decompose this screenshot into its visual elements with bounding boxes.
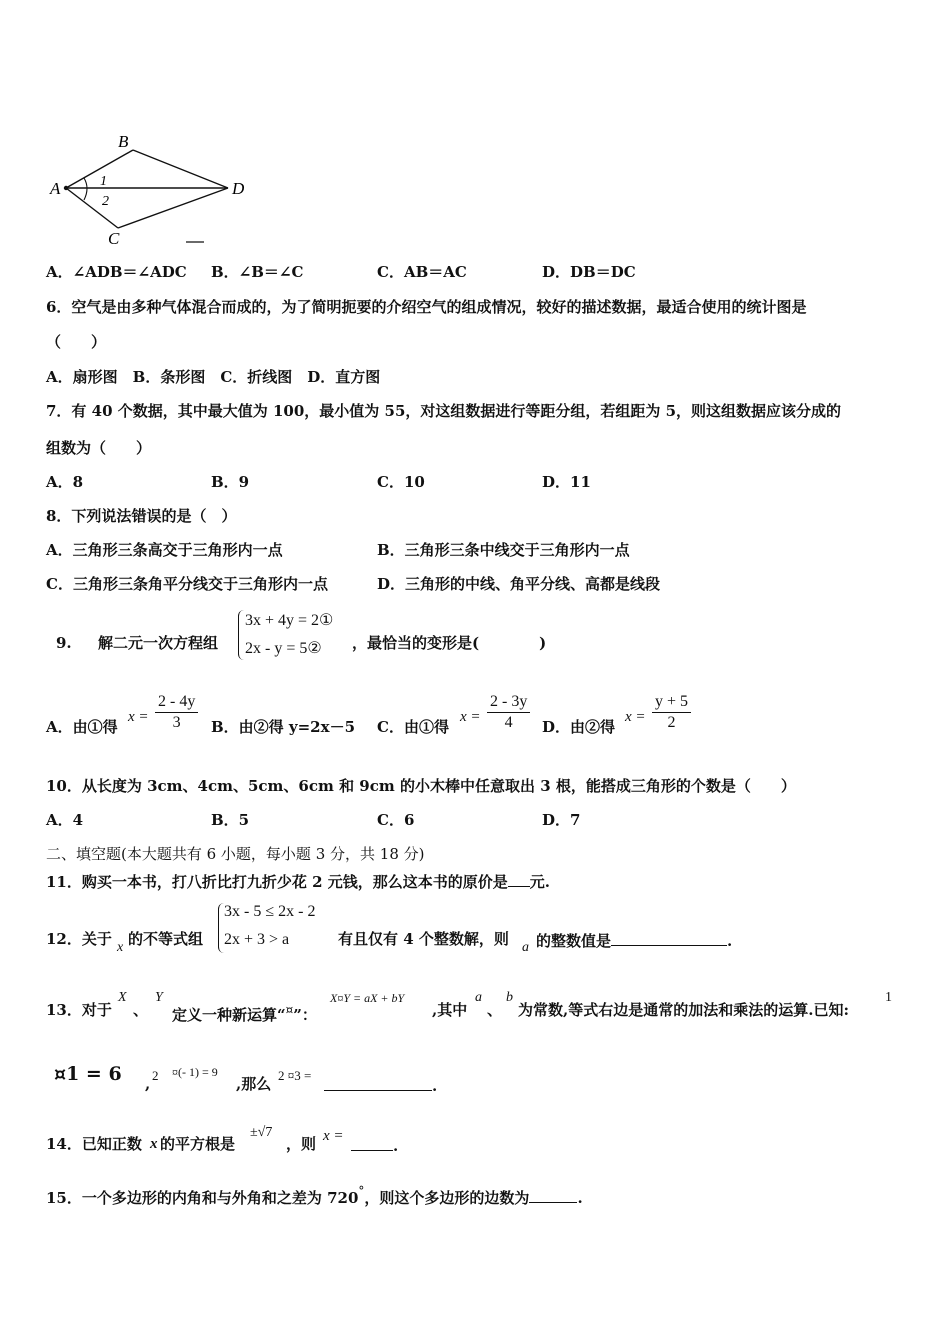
q9-brace bbox=[238, 610, 245, 660]
label-angle-1: 1 bbox=[100, 174, 107, 189]
q9-option-c-lhs: x = bbox=[460, 709, 481, 725]
q12-var-a: a bbox=[522, 940, 529, 955]
q9-option-a-den: 3 bbox=[172, 714, 181, 731]
segment-bd bbox=[133, 150, 228, 188]
q13-ask: 2 ¤3 = bbox=[278, 1068, 312, 1083]
label-d: D bbox=[232, 179, 245, 198]
q9-eq2: 2x - y = 5② bbox=[245, 640, 322, 657]
q13-comma: , bbox=[145, 1075, 151, 1093]
q10-option-b[interactable]: B．5 bbox=[211, 811, 250, 829]
q13-condition-1: ¤1 = 6 bbox=[54, 1063, 122, 1085]
q9-option-c[interactable]: C．由①得 bbox=[377, 718, 449, 736]
q13-var-x: X bbox=[118, 990, 127, 1005]
q9-option-d-num: y + 5 bbox=[652, 692, 691, 713]
q13-var-b: b bbox=[506, 990, 513, 1005]
q12-ineq1: 3x - 5 ≤ 2x - 2 bbox=[224, 903, 316, 920]
q5-option-b[interactable]: B．∠B＝∠C bbox=[211, 263, 304, 281]
label-angle-2: 2 bbox=[102, 194, 109, 209]
q13-end: . bbox=[432, 1077, 438, 1095]
segment-cd bbox=[118, 188, 228, 228]
q10-option-d[interactable]: D．7 bbox=[542, 811, 581, 829]
q13-def-text: 定义一种新运算“ bbox=[172, 1006, 286, 1024]
q8-option-b[interactable]: B．三角形三条中线交于三角形内一点 bbox=[377, 541, 630, 559]
q14-ask: x = bbox=[323, 1128, 344, 1144]
q9-option-d[interactable]: D．由②得 bbox=[542, 718, 616, 736]
q14-answer-blank[interactable] bbox=[351, 1134, 393, 1151]
q9-option-d-lhs: x = bbox=[625, 709, 646, 725]
q13-t4: 为常数,等式右边是通常的加法和乘法的运算.已知: bbox=[518, 1001, 849, 1019]
q12-var-x: x bbox=[117, 940, 124, 955]
q11-answer-blank[interactable] bbox=[508, 870, 530, 887]
q10-option-c[interactable]: C．6 bbox=[377, 811, 415, 829]
q6-stem-line1: 6．空气是由多种气体混合而成的，为了简明扼要的介绍空气的组成情况，较好的描述数据，最适合使用的统计图是 bbox=[46, 298, 807, 316]
q13-answer-blank[interactable] bbox=[324, 1074, 432, 1091]
q7-option-b[interactable]: B．9 bbox=[211, 473, 250, 491]
q10-option-a[interactable]: A．4 bbox=[46, 811, 84, 829]
q6-options[interactable]: A．扇形图 B．条形图 C．折线图 D．直方图 bbox=[46, 368, 381, 386]
q7-stem-line2: 组数为（ ） bbox=[46, 439, 152, 457]
q13-definition: X¤Y = aX + bY bbox=[330, 991, 405, 1005]
q9-option-a[interactable]: A．由①得 bbox=[46, 718, 118, 736]
q13-var-y: Y bbox=[155, 990, 163, 1005]
q13-one: 1 bbox=[885, 990, 892, 1005]
q8-stem: 8．下列说法错误的是（ ） bbox=[46, 507, 237, 525]
q9-suffix: ，最恰当的变形是( ) bbox=[352, 634, 547, 652]
q12-end: . bbox=[727, 932, 733, 950]
q14-mid: 的平方根是 bbox=[160, 1135, 236, 1153]
q14-prefix: 14．已知正数 bbox=[46, 1135, 142, 1153]
q13-def-text-2: ”： bbox=[293, 1006, 317, 1024]
point-a bbox=[64, 186, 68, 190]
segment-ac bbox=[66, 188, 118, 228]
q9-option-a-lhs: x = bbox=[128, 709, 149, 725]
q13-op-symbol: ¤ bbox=[285, 1003, 294, 1017]
q9-option-d-den: 2 bbox=[667, 714, 676, 731]
q13-prefix: 13．对于 bbox=[46, 1001, 112, 1019]
q15-suffix: ，则这个多边形的边数为 bbox=[364, 1189, 530, 1207]
q7-option-c[interactable]: C．10 bbox=[377, 473, 425, 491]
q14-var-x: x bbox=[150, 1136, 158, 1152]
q6-stem-line2: （ ） bbox=[46, 333, 107, 351]
q11-stem: 11．购买一本书，打八折比打九折少花 2 元钱，那么这本书的原价是 bbox=[46, 873, 508, 891]
q13-sep2: 、 bbox=[487, 1001, 503, 1019]
q15-prefix: 15．一个多边形的内角和与外角和之差为 720 bbox=[46, 1189, 359, 1207]
q14-root: ±√7 bbox=[250, 1125, 273, 1140]
q13-sep: 、 bbox=[133, 1001, 149, 1019]
q8-option-c[interactable]: C．三角形三条角平分线交于三角形内一点 bbox=[46, 575, 328, 593]
q7-option-a[interactable]: A．8 bbox=[46, 473, 84, 491]
q9-option-c-den: 4 bbox=[504, 714, 513, 731]
q13-var-a: a bbox=[475, 990, 482, 1005]
q9-option-a-num: 2 - 4y bbox=[155, 692, 198, 713]
label-c: C bbox=[108, 229, 120, 248]
q15-end: . bbox=[577, 1189, 583, 1207]
q12-text2: 有且仅有 4 个整数解，则 bbox=[338, 930, 509, 948]
q14-end: . bbox=[393, 1137, 399, 1155]
q12-mid: 的不等式组 bbox=[128, 930, 204, 948]
q11-unit: 元. bbox=[529, 873, 550, 891]
q5-option-d[interactable]: D．DB＝DC bbox=[542, 263, 636, 281]
label-b: B bbox=[118, 132, 129, 151]
q15-answer-blank[interactable] bbox=[529, 1186, 577, 1203]
q14-mid2: ，则 bbox=[286, 1135, 317, 1153]
q5-option-c[interactable]: C．AB＝AC bbox=[377, 263, 467, 281]
angle-arc bbox=[84, 178, 87, 200]
q7-stem-line1: 7．有 40 个数据，其中最大值为 100，最小值为 55，对这组数据进行等距分组，若组距为 5，则这组数据应该分成的 bbox=[46, 402, 842, 420]
q8-option-d[interactable]: D．三角形的中线、角平分线、高都是线段 bbox=[377, 575, 661, 593]
q9-eq1: 3x + 4y = 2① bbox=[245, 612, 334, 629]
q7-option-d[interactable]: D．11 bbox=[542, 473, 591, 491]
rhombus-figure bbox=[40, 130, 270, 250]
q13-t5: ,那么 bbox=[236, 1075, 272, 1093]
q9-prefix: 解二元一次方程组 bbox=[98, 634, 219, 652]
q9-option-b[interactable]: B．由②得 y=2x－5 bbox=[211, 718, 356, 736]
q10-stem: 10．从长度为 3cm、4cm、5cm、6cm 和 9cm 的小木棒中任意取出 3 根，能搭成三角形的个数是（ ） bbox=[46, 777, 796, 795]
q13-two: 2 bbox=[152, 1068, 159, 1083]
q13-t3: ,其中 bbox=[432, 1001, 468, 1019]
q5-option-a[interactable]: A．∠ADB＝∠ADC bbox=[46, 263, 187, 281]
section-2-title: 二、填空题(本大题共有 6 小题，每小题 3 分，共 18 分) bbox=[46, 845, 425, 863]
q12-ineq2: 2x + 3 > a bbox=[224, 931, 290, 948]
q9-number: 9. bbox=[56, 634, 72, 652]
q12-answer-blank[interactable] bbox=[611, 929, 727, 946]
label-a: A bbox=[50, 179, 61, 198]
q9-option-c-num: 2 - 3y bbox=[487, 692, 530, 713]
q15-degree: ° bbox=[358, 1184, 365, 1198]
q12-prefix: 12．关于 bbox=[46, 930, 112, 948]
q8-option-a[interactable]: A．三角形三条高交于三角形内一点 bbox=[46, 541, 283, 559]
q13-condition-2: ¤(- 1) = 9 bbox=[172, 1065, 218, 1079]
q12-text3: 的整数值是 bbox=[536, 932, 612, 950]
